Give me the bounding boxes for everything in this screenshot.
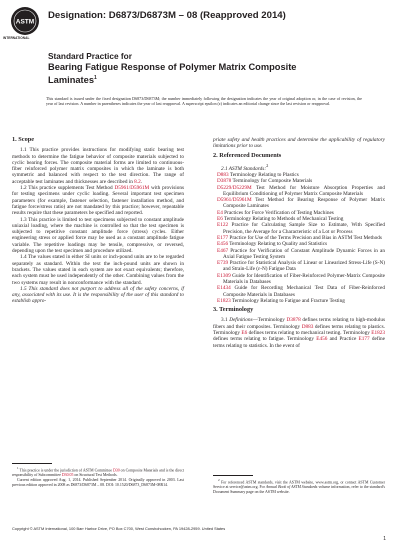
reference-code-link[interactable]: E6: [217, 216, 223, 223]
standard-link[interactable]: E456: [316, 336, 328, 343]
standard-link[interactable]: D5961/D5961M: [114, 185, 150, 192]
reference-item: [213, 260, 385, 273]
reference-title: Terminology Relating to Quality and Statistics: [228, 241, 328, 248]
committee-link[interactable]: D30: [112, 468, 120, 473]
referenced-documents-heading: 2. Referenced Documents: [213, 151, 282, 159]
reference-list: [213, 172, 385, 304]
standard-link[interactable]: D883: [301, 323, 314, 330]
issuance-note: This standard is issued under the fixed designation D6873/D6873M; the number immediately following the designation indicates the year of original adoption or, in the case of revision, the year of last revision. A number in parentheses indicates the year of last reapproval. A superscript epsilon (ε) indicates an editorial change since the last revision or reapproval.: [46, 96, 362, 107]
footnote-1: $^1$ This practice is under the jurisdiction of ASTM Committee D30 on Composite Materials and is the direct responsibility of Subcommittee D30.05 on Structural Test Methods. Current edition approved Aug. 1, 2014. Published September 2014. Originally approved in 2003. Last previous edition approved in 2008 as D6873/D6873M – 08. DOI: 10.1520/D6873_D6873M-08R14.: [12, 466, 184, 488]
reference-title: Test Method for Bearing Response of Polymer Matrix Composite Laminates: [223, 197, 385, 210]
reference-item: [213, 248, 385, 261]
reference-code-link[interactable]: D883: [217, 171, 229, 178]
footnote-rule-left: [12, 463, 52, 464]
logo-text: ASTM: [15, 18, 35, 26]
reference-code-link[interactable]: D5229/D5229M: [217, 184, 252, 191]
title-line-2: Laminates: [48, 75, 94, 86]
reference-item: [213, 285, 385, 298]
page-number: 1: [383, 536, 386, 542]
standard-link[interactable]: E177: [358, 336, 370, 343]
reference-code-link[interactable]: E177: [217, 234, 229, 241]
reference-title: Terminology Relating to Fatigue and Fracture Testing: [230, 297, 345, 304]
logo-caption: INTERNATIONAL: [3, 36, 30, 40]
subcommittee-link[interactable]: D30.05: [61, 473, 74, 478]
reference-code-link[interactable]: E1434: [217, 285, 231, 292]
scope-heading: 1. Scope: [12, 136, 35, 143]
reference-title: Test Method for Moisture Absorption Properties and Equilibrium Conditioning of Polymer Matrix Composite Materials: [223, 184, 385, 197]
scope-1-2: 1.2 This practice supplements Test Method D5961/D5961M with provisions for testing specimens under cyclic loading. Several important test specimen parameters (for example, fastener selection, fastener installation method, and fatigue force/stress ratio) are not mandated by this practice; however, repeatable results require that these parameters be specified and reported.: [12, 185, 184, 217]
scope-1-3: 1.3 This practice is limited to test specimens subjected to constant amplitude uniaxial loading, where the machine is controlled so that the test specimen is subjected to repetitive constant amplitude force (stress) cycles. Either engineering stress or applied force may be used as a constant amplitude fatigue variable. The repetitive loadings may be tensile, compressive, or reversed, depending upon the test specimen and procedure utilized.: [12, 216, 184, 255]
terminology-heading: 3. Terminology: [213, 306, 254, 314]
reference-title: Practice for Verification of Constant Amplitude Dynamic Forces in an Axial Fatigue Testing System: [223, 247, 385, 260]
reference-title: Practice for Use of the Terms Precision and Bias in ASTM Test Methods: [228, 234, 382, 241]
reference-code-link[interactable]: E1823: [217, 297, 231, 304]
standard-link[interactable]: D3878: [286, 317, 301, 324]
reference-title: Terminology Relating to Plastics: [228, 171, 299, 178]
reference-title: Practice for Statistical Analysis of Linear or Linearized Stress-Life (S-N) and Strain-Life (ε-N) Fatigue Data: [223, 260, 385, 273]
reference-title: Terminology for Composite Materials: [231, 178, 313, 185]
designation: Designation: D6873/D6873M – 08 (Reapproved 2014): [48, 10, 286, 21]
document-title: [48, 62, 348, 86]
footnote-1-edition: Current edition approved Aug. 1, 2014. Published September 2014. Originally approved in 2003. Last previous edition approved in 2008 as D6873/D6873M – 08. DOI: 10.1520/D6873_D6873M-08R14.: [12, 478, 184, 488]
reference-item: [213, 222, 385, 235]
reference-code-link[interactable]: E4: [217, 209, 223, 216]
right-column: [213, 137, 385, 349]
reference-code-link[interactable]: E739: [217, 260, 229, 267]
reference-title: Terminology Relating to Methods of Mechanical Testing: [222, 216, 344, 223]
footnote-2: $^2$ For referenced ASTM standards, visit the ASTM website, www.astm.org, or contact ASTM Customer Service at service@astm.org. For Annual Book of ASTM Standards volume information, refer to the standard's Document Summary page on the ASTM website.: [213, 478, 385, 495]
left-column: [12, 137, 184, 305]
reference-code-link[interactable]: D3878: [217, 178, 232, 185]
reference-code-link[interactable]: E456: [217, 241, 229, 248]
title-footnote-mark: 1: [94, 75, 97, 81]
reference-code-link[interactable]: E1309: [217, 272, 231, 279]
standard-type: Standard Practice for: [48, 51, 132, 61]
copyright-notice: Copyright © ASTM International, 100 Barr Harbor Drive, PO Box C700, West Conshohocken, PA 19428-2959. United States: [12, 526, 226, 531]
astm-standards-subheading: 2.1 ASTM Standards:$^2$: [221, 162, 269, 172]
section-link[interactable]: 8.2: [134, 178, 141, 185]
reference-item: [213, 273, 385, 286]
footnote-rule-right: [213, 475, 253, 476]
standard-link[interactable]: E1823: [371, 330, 386, 337]
scope-1-4: 1.4 The values stated in either SI units or inch-pound units are to be regarded separately as standard. Within the text the inch-pound units are shown in brackets. The values stated in each system are not exact equivalents; therefore, each system must be used independently of the other. Combining values from the two systems may result in nonconformance with the standard.: [12, 254, 184, 286]
reference-code-link[interactable]: E467: [217, 247, 229, 254]
reference-code-link[interactable]: D5961/D5961M: [217, 197, 252, 204]
astm-logo: [11, 7, 39, 35]
reference-item: [213, 197, 385, 210]
reference-title: Guide for Identification of Fiber-Reinforced Polymer-Matrix Composite Materials in Databases: [223, 272, 385, 285]
reference-title: Guide for Recording Mechanical Test Data of Fiber-Reinforced Composite Materials in Databases: [223, 285, 385, 298]
reference-code-link[interactable]: E122: [217, 222, 229, 229]
astm-logo-icon: [11, 7, 39, 35]
title-line-1: Bearing Fatigue Response of Polymer Matrix Composite: [48, 62, 297, 72]
reference-item: [213, 185, 385, 198]
scope-1-1: 1.1 This practice provides instructions for modifying static bearing test methods to determine the fatigue behavior of composite materials subjected to cyclic bearing forces. The composite material forms are limited to continuous-fiber reinforced polymer matrix composites in which the laminate is both symmetric and balanced with respect to the test direction. The range of acceptable test laminates and thicknesses are described in 8.2.: [12, 147, 184, 185]
terminology-3-1: 3.1 Definitions—Terminology D3878 defines terms relating to high-modulus fibers and their composites. Terminology D883 defines terms relating to plastics. Terminology E6 defines terms relating to mechanical testing. Terminology E1823 defines terms relating to fatigue. Terminology E456 and Practice E177 define terms relating to statistics. In the event of: [213, 317, 386, 349]
reference-title: Practice for Calculating Sample Size to Estimate, With Specified Precision, the Average for a Characteristic of a Lot or Process: [223, 222, 385, 235]
scope-1-5-cont: priate safety and health practices and determine the applicability of regulatory limitations prior to use.: [213, 137, 385, 150]
scope-1-5: 1.5 This standard does not purport to address all of the safety concerns, if any, associated with its use. It is the responsibility of the user of this standard to establish appro-: [12, 285, 184, 305]
reference-title: Practices for Force Verification of Testing Machines: [222, 209, 334, 216]
standard-link[interactable]: E6: [241, 330, 248, 337]
